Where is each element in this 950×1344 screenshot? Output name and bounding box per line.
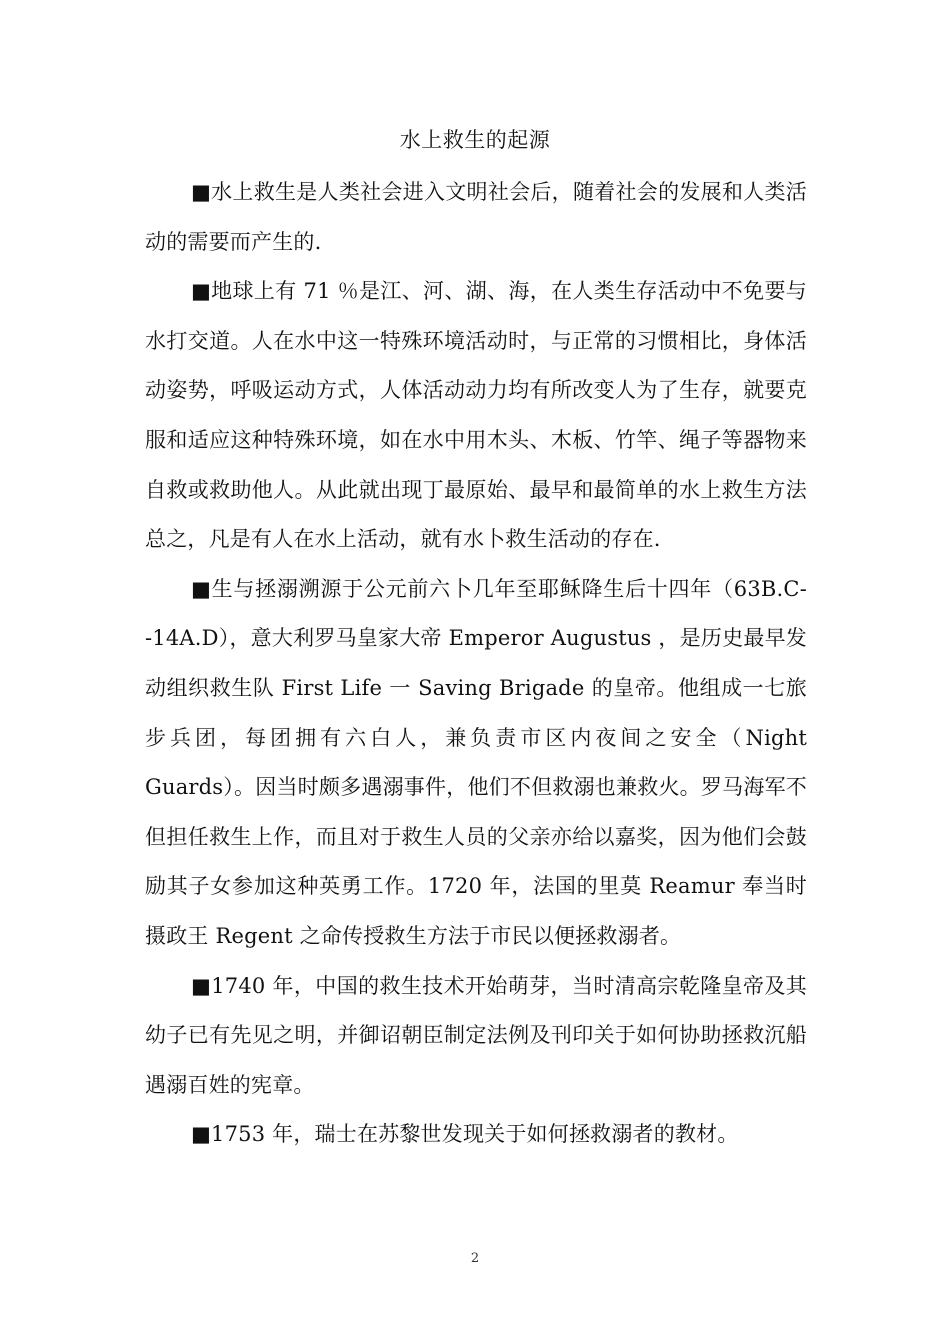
paragraph-origin: ■水上救生是人类社会进入文明社会后，随着社会的发展和人类活动的需要而产生的. — [145, 180, 807, 254]
paragraph-switzerland-1753: ■1753 年，瑞士在苏黎世发现关于如何拯救溺者的教材。 — [191, 1122, 739, 1147]
page-number: 2 — [470, 1251, 480, 1266]
document-body — [145, 168, 807, 1160]
paragraph-roman-history: ■生与拯溺溯源于公元前六卜几年至耶稣降生后十四年（63B.C--14A.D），意大利罗马皇家大帝 Emperor Augustus ，是历史最早发动组织救生队 First Life 一 Saving Brigade 的皇帝。他组成一七旅步兵团，每团拥有六白人，兼负责市区内夜间之安全（Night Guards）。因当时颇多遇溺事件，他们不但救溺也兼救火。罗马海军不但担任救生上作，而且对于救生人员的父亲亦给以嘉奖，因为他们会鼓励其子女参加这种英勇工作。1720 年，法国的里莫 Reamur 奉当时摄政王 Regent 之命传授救生方法于市民以便拯救溺者。 — [145, 576, 807, 948]
paragraph-china-1740: ■1740 年，中国的救生技术开始萌芽，当时清高宗乾隆皇帝及其幼子已有先见之明，并御诏朝臣制定法例及刊印关于如何协助拯救沉船遇溺百姓的宪章。 — [145, 973, 807, 1097]
paragraph-earth-water: ■地球上有 71 ％是江、河、湖、海，在人类生存活动中不免要与水打交道。人在水中这一特殊环境活动时，与正常的习惯相比，身体活动姿势，呼吸运动方式，人体活动动力均有所改变人为了生存，就要克服和适应这种特殊环境，如在水中用木头、木板、竹竿、绳子等器物来自救或救助他人。从此就出现丁最原始、最早和最简单的水上救生方法总之，凡是有人在水上活动，就有水卜救生活动的存在. — [145, 279, 807, 552]
document-title: 水上救生的起源 — [399, 128, 551, 152]
